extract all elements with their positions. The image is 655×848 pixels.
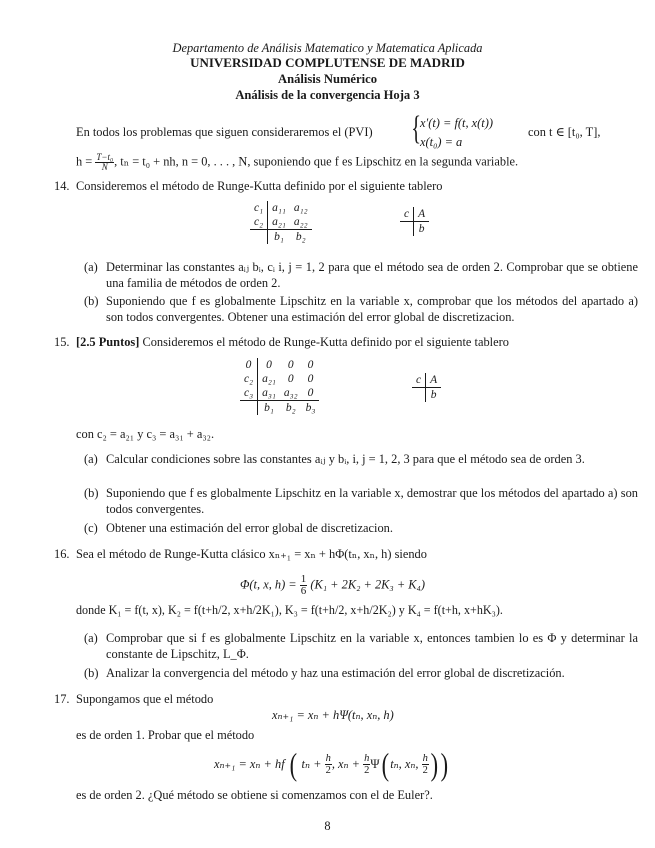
compact14-b: b <box>418 223 425 235</box>
tableau3-a23: 0 <box>307 373 314 385</box>
eq2-frac3 <box>422 753 429 776</box>
p15-a-text: Calcular condiciones sobre las constantes aᵢⱼ y bᵢ, i, j = 1, 2, 3 para que el método sea de orden 3. <box>106 452 585 466</box>
tableau3-a11: 0 <box>266 359 272 371</box>
p14-b-text: Suponiendo que f es globalmente Lipschitz en la variable x, comprobar que los métodos del apartado a) son todos convergentes. Obtener una estimación del error global de discretizacion. <box>106 294 638 324</box>
p16-a-label: (a) <box>84 631 98 645</box>
tableau3-a33: 0 <box>302 386 320 401</box>
tableau2-b2: b₂ <box>295 231 306 243</box>
tableau3-a31: a₃₁ <box>258 386 280 401</box>
p16-text: Sea el método de Runge-Kutta clásico xₙ₊₁ = xₙ + hΦ(tₙ, xₙ, h) siendo <box>76 547 427 561</box>
compact15-A: A <box>426 373 442 388</box>
eq2-lhs: xₙ₊₁ = xₙ + hf <box>214 757 285 771</box>
p15-c-text: Obtener una estimación del error global de discretizacion. <box>106 521 393 535</box>
p14-compact-tableau <box>400 207 429 236</box>
department-line: Departamento de Análisis Matematico y Matematica Aplicada <box>172 41 483 55</box>
tableau3-b1: b₁ <box>264 402 274 414</box>
tableau3-c2: c₂ <box>240 372 258 386</box>
tableau2-a22: a₂₂ <box>290 215 312 230</box>
p17-eq2: xₙ₊₁ = xₙ + hf ( tₙ + $\frac{h}{2}$ , xₙ + $\frac{h}{2}$ Ψ( tₙ, xₙ, $\frac{h}{2}$ )) <box>214 746 449 782</box>
p14-butcher-tableau <box>250 201 312 244</box>
eq2-frac1 <box>325 753 332 776</box>
tableau2-a12: a₁₂ <box>293 202 308 214</box>
p15-number: 15. <box>54 335 70 349</box>
tableau3-a12: 0 <box>287 359 294 371</box>
tableau3-a32: a₃₂ <box>280 386 302 401</box>
tableau3-b3: b₃ <box>305 402 316 414</box>
course-title: Análisis Numérico <box>278 72 377 86</box>
step-rest: , tₙ = t₀ + nh, n = 0, . . . , N, suponiendo que f es Lipschitz en la segunda variable. <box>114 154 519 169</box>
eq2-mid: , xₙ + <box>331 757 361 771</box>
p14-number: 14. <box>54 179 70 193</box>
p16-where: donde K₁ = f(t, x), K₂ = f(t+h/2, x+h/2K₁), K₃ = f(t+h/2, x+h/2K₂) y K₄ = f(t+h, x+hK₃). <box>76 603 503 617</box>
eq2-frac1-den: 2 <box>325 764 331 776</box>
eq2-args: tₙ, xₙ, <box>390 757 419 771</box>
eq2-frac2-num: h <box>364 752 370 764</box>
p16-b-label: (b) <box>84 666 99 680</box>
p15-points: [2.5 Puntos] <box>76 335 140 349</box>
phi-equation <box>240 574 425 597</box>
intro-lead: En todos los problemas que siguen consideraremos el (PVI) <box>76 125 373 139</box>
sheet-title: Análisis de la convergencia Hoja 3 <box>235 88 420 102</box>
tableau3-c1: 0 <box>240 358 258 372</box>
phi-rhs: (K₁ + 2K₂ + 2K₃ + K₄) <box>310 577 425 592</box>
p16-a-text: Comprobar que si f es globalmente Lipschitz en la variable x, entonces tambien lo es Φ y determinar la constante de Lipschitz, L_Φ. <box>106 631 638 661</box>
p14-a-text: Determinar las constantes aᵢⱼ bᵢ, cᵢ i, j = 1, 2 para que el método sea de orden 2. Comprobar que se obtiene una familia de métodos de orden 2. <box>106 260 638 290</box>
p17-text: Supongamos que el método <box>76 692 214 706</box>
p15-butcher-tableau <box>240 358 319 415</box>
p15-compact-tableau <box>412 373 441 402</box>
p14-text: Consideremos el método de Runge-Kutta definido por el siguiente tablero <box>76 179 443 193</box>
p14-a-label: (a) <box>84 260 98 274</box>
initial-condition: x(t₀) = a <box>420 135 463 149</box>
p15-c-label: (c) <box>84 521 98 535</box>
interval-text: con t ∈ [t₀, T], <box>528 125 601 139</box>
phi-numerator: 1 <box>300 573 307 585</box>
tableau2-c1: c₁ <box>250 201 268 215</box>
compact14-A: A <box>414 207 430 222</box>
p15-condition: con c₂ = a₂₁ y c₃ = a₃₁ + a₃₂. <box>76 427 215 441</box>
tableau3-a21: a₂₁ <box>262 373 276 385</box>
p17-eq1: xₙ₊₁ = xₙ + hΨ(tₙ, xₙ, h) <box>272 708 394 722</box>
compact15-c: c <box>412 373 426 388</box>
tableau2-c2: c₂ <box>250 215 268 230</box>
phi-denominator: 6 <box>300 585 307 597</box>
p15-text: Consideremos el método de Runge-Kutta definido por el siguiente tablero <box>142 335 509 349</box>
eq2-frac3-num: h <box>422 752 428 764</box>
p15-b-text: Suponiendo que f es globalmente Lipschitz en la variable x, demostrar que los métodos del apartado a) son todos convergentes. <box>106 486 638 516</box>
p14-b-label: (b) <box>84 294 99 308</box>
p15-text-line <box>76 334 509 350</box>
system-brace: { <box>411 110 422 147</box>
university-title: UNIVERSIDAD COMPLUTENSE DE MADRID <box>190 55 465 70</box>
p17-text2: es de orden 1. Probar que el método <box>76 728 255 742</box>
p16-number: 16. <box>54 547 70 561</box>
tableau3-a13: 0 <box>307 359 314 371</box>
p17-text3: es de orden 2. ¿Qué método se obtiene si comenzamos con el de Euler?. <box>76 788 433 802</box>
phi-lhs: Φ(t, x, h) = <box>240 577 297 592</box>
tableau2-a21: a₂₁ <box>268 215 290 230</box>
eq2-psi: Ψ <box>370 757 380 771</box>
eq2-frac3-den: 2 <box>422 764 428 776</box>
eq2-t: tₙ + <box>301 757 322 771</box>
tableau3-a22: 0 <box>287 373 294 385</box>
ode-equation: x′(t) = f(t, x(t)) <box>420 116 493 130</box>
p15-b-label: (b) <box>84 486 99 500</box>
step-line <box>76 153 518 172</box>
tableau2-b1: b₁ <box>274 231 284 243</box>
page-number: 8 <box>324 819 331 833</box>
step-denominator: N <box>101 162 108 172</box>
step-fraction <box>95 153 114 172</box>
p15-a-label: (a) <box>84 452 98 466</box>
compact15-b: b <box>430 389 437 401</box>
step-numerator: T−t₀ <box>96 152 114 162</box>
p16-b-text: Analizar la convergencia del método y haz una estimación del error global de discretización. <box>106 666 565 680</box>
phi-fraction <box>300 574 308 597</box>
tableau3-b2: b₂ <box>285 402 296 414</box>
tableau3-c3: c₃ <box>240 386 258 401</box>
compact14-c: c <box>400 207 414 222</box>
tableau2-a11: a₁₁ <box>272 202 286 214</box>
eq2-frac1-num: h <box>325 752 331 764</box>
eq2-frac2-den: 2 <box>364 764 370 776</box>
p17-number: 17. <box>54 692 70 706</box>
step-prefix: h = <box>76 154 93 169</box>
